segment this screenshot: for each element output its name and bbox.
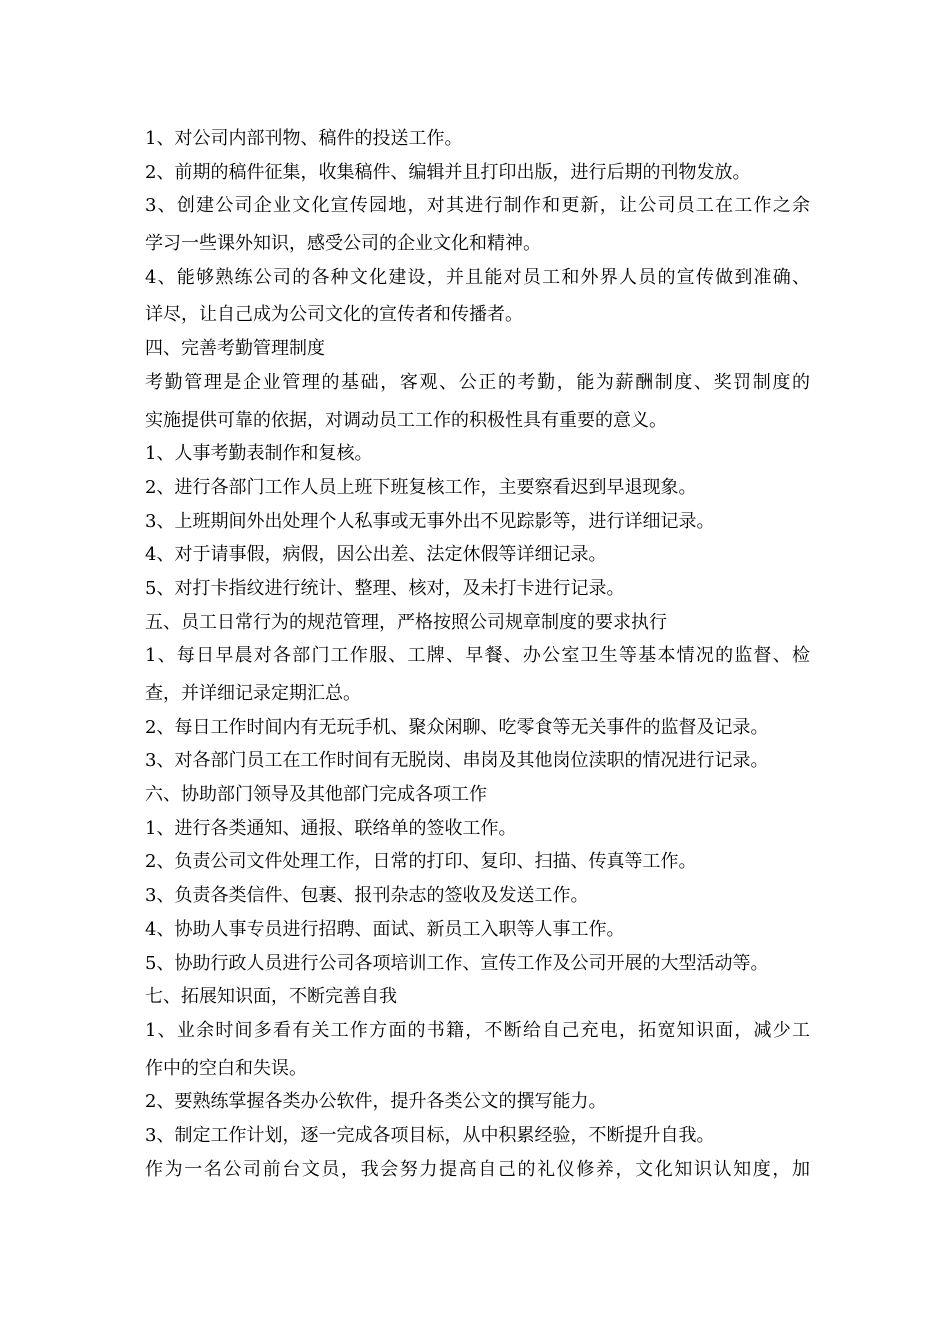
list-item: 3、上班期间外出处理个人私事或无事外出不见踪影等，进行详细记录。: [145, 510, 715, 532]
list-item: 4、协助人事专员进行招聘、面试、新员工入职等人事工作。: [145, 918, 625, 940]
list-item: 1、进行各类通知、通报、联络单的签收工作。: [145, 817, 517, 839]
list-item: 2、负责公司文件处理工作，日常的打印、复印、扫描、传真等工作。: [145, 851, 697, 873]
list-item: 5、协助行政人员进行公司各项培训工作、宣传工作及公司开展的大型活动等。: [145, 952, 769, 974]
list-item: 4、对于请事假，病假，因公出差、法定休假等详细记录。: [145, 544, 607, 566]
list-item: 5、对打卡指纹进行统计、整理、核对，及未打卡进行记录。: [145, 577, 625, 599]
list-item-continuation: 查，并详细记录定期汇总。: [145, 683, 361, 704]
list-item: 1、人事考勤表制作和复核。: [145, 443, 373, 465]
list-item: 3、对各部门员工在工作时间有无脱岗、串岗及其他岗位渎职的情况进行记录。: [145, 750, 769, 772]
list-item-continuation: 作中的空白和失误。: [145, 1057, 307, 1079]
list-item-continuation: 学习一些课外知识，感受公司的企业文化和精神。: [145, 233, 541, 255]
list-item: 2、要熟练掌握各类办公软件，提升各类公文的撰写能力。: [145, 1091, 607, 1113]
paragraph: 作为一名公司前台文员，我会努力提高自己的礼仪修养，文化知识认知度，加: [145, 1158, 810, 1180]
list-item: 3、制定工作计划，逐一完成各项目标，从中积累经验，不断提升自我。: [145, 1124, 715, 1146]
list-item: 2、每日工作时间内有无玩手机、聚众闲聊、吃零食等无关事件的监督及记录。: [145, 716, 769, 738]
list-item: 2、进行各部门工作人员上班下班复核工作，主要察看迟到早退现象。: [145, 476, 697, 498]
list-item: 4、能够熟练公司的各种文化建设，并且能对员工和外界人员的宣传做到准确、: [145, 266, 810, 288]
list-item: 2、前期的稿件征集，收集稿件、编辑并且打印出版，进行后期的刊物发放。: [145, 161, 751, 183]
list-item: 3、创建公司企业文化宣传园地，对其进行制作和更新，让公司员工在工作之余: [145, 195, 810, 217]
section-heading: 六、协助部门领导及其他部门完成各项工作: [145, 784, 487, 806]
paragraph-continuation: 实施提供可靠的依据，对调动员工工作的积极性具有重要的意义。: [145, 409, 667, 431]
list-item: 1、业余时间多看有关工作方面的书籍，不断给自己充电，拓宽知识面，减少工: [145, 1019, 810, 1041]
section-heading: 五、员工日常行为的规范管理，严格按照公司规章制度的要求执行: [145, 611, 667, 633]
list-item: 1、对公司内部刊物、稿件的投送工作。: [145, 128, 463, 149]
paragraph: 考勤管理是企业管理的基础，客观、公正的考勤，能为薪酬制度、奖罚制度的: [145, 371, 810, 393]
section-heading: 四、完善考勤管理制度: [145, 338, 325, 360]
list-item: 1、每日早晨对各部门工作服、工牌、早餐、办公室卫生等基本情况的监督、检: [145, 645, 810, 667]
list-item: 3、负责各类信件、包裹、报刊杂志的签收及发送工作。: [145, 885, 589, 907]
document-body: [145, 122, 810, 1186]
list-item-continuation: 详尽，让自己成为公司文化的宣传者和传播者。: [145, 304, 523, 326]
section-heading: 七、拓展知识面，不断完善自我: [145, 986, 397, 1008]
